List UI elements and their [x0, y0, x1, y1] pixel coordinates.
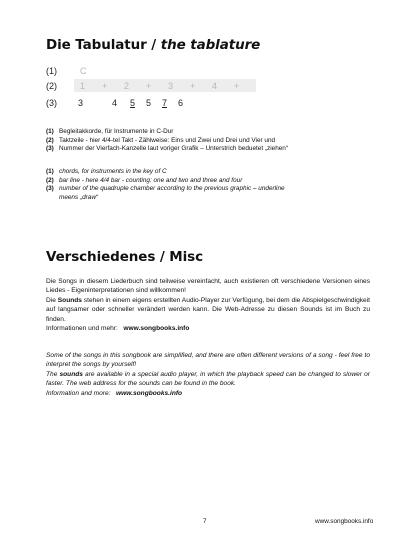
- list-text: chords, for instruments in the key of C: [59, 168, 167, 175]
- list-item: [46, 168, 304, 177]
- count-mark: +: [102, 81, 108, 91]
- note-number: 3: [78, 98, 84, 108]
- count-mark: 4: [212, 81, 218, 91]
- text-segment: The: [46, 370, 60, 378]
- note-number: 4: [112, 98, 118, 108]
- list-item: [46, 128, 376, 137]
- list-number: (3): [46, 145, 54, 153]
- list-item: [46, 185, 304, 202]
- bold-term: Sounds: [57, 296, 82, 304]
- paragraph-sounds: [46, 296, 370, 324]
- text-segment: are available in a special audio player, in which the playback speed can be changed to slower or faster. The web address for the sounds can be found in the book.: [46, 370, 370, 388]
- list-item: [46, 177, 304, 186]
- count-mark: +: [234, 81, 240, 91]
- paragraph-sounds: [46, 370, 370, 389]
- text-segment: Information and more:: [46, 389, 117, 397]
- list-text: Nummer der Vierfach-Kanzelle laut voriger Grafik – Unterstrich beduetet „ziehen“: [59, 145, 288, 153]
- count-mark: 3: [168, 81, 174, 91]
- list-item: [46, 137, 376, 146]
- website-link[interactable]: www.songbooks.info: [123, 325, 190, 333]
- title-italic: the tablature: [160, 37, 261, 53]
- count-mark: 1: [80, 81, 86, 91]
- list-item: [46, 145, 376, 154]
- footer-website[interactable]: www.songbooks.info: [315, 518, 374, 525]
- count-mark: +: [146, 81, 152, 91]
- text-segment: stehen in einem eigens erstellten Audio-Player zur Verfügung, bei dem die Abspielgeschwindigkeit auf langsamer oder schneller verändert werden kann. Die Web-Adresse zu diesen Sounds ist im Buch zu finden.: [46, 296, 370, 323]
- bold-term: sounds: [59, 370, 83, 378]
- note-number-draw: 7: [162, 98, 168, 108]
- list-number: (2): [46, 176, 54, 184]
- list-text: Begleitakkorde, für Instrumente in C-Dur: [59, 128, 174, 135]
- list-number: (3): [46, 185, 54, 193]
- list-text: Taktzeile - hier 4/4-tel Takt - Zählweise: Eins und Zwei und Drei und Vier und: [59, 136, 276, 144]
- section-title-tablature: [46, 37, 260, 53]
- paragraph-en: [46, 351, 370, 398]
- paragraph-info: [46, 324, 370, 333]
- title-main: Die Tabulatur /: [46, 37, 161, 53]
- list-number: (1): [46, 128, 54, 135]
- list-number: (1): [46, 168, 54, 175]
- paragraph-text: Die Songs in diesem Liederbuch sind teilweise vereinfacht, auch existieren oft verschiedene Versionen eines Liedes - Eigeninterpretationen sind willkommen!: [46, 278, 370, 295]
- explanation-list-en: [46, 168, 304, 202]
- text-segment: Die: [46, 296, 58, 304]
- note-number-draw: 5: [130, 98, 136, 108]
- paragraph-text: Some of the songs in this songbook are simplified, and there are often different versions of a song - feel free to interpret the songs by yourself!: [46, 352, 370, 369]
- count-mark: 2: [124, 81, 130, 91]
- note-number: 5: [146, 98, 152, 108]
- note-number: 6: [178, 98, 184, 108]
- list-text: bar line - here 4/4 bar - counting: one and two and three and four: [59, 176, 243, 184]
- row-label: (1): [46, 66, 57, 76]
- list-text: number of the quadruple chamber according to the previous graphic – underline meens „draw“: [59, 185, 285, 201]
- count-mark: +: [190, 81, 196, 91]
- explanation-list-de: [46, 128, 376, 154]
- list-number: (2): [46, 136, 54, 144]
- text-segment: Informationen und mehr:: [46, 325, 124, 333]
- row-label: (3): [46, 98, 57, 108]
- page-number: 7: [203, 518, 207, 525]
- section-title-misc: Verschiedenes / Misc: [46, 249, 204, 265]
- website-link[interactable]: www.songbooks.info: [116, 389, 183, 397]
- paragraph-info: [46, 389, 370, 398]
- row-label: (2): [46, 81, 57, 91]
- chord-label: C: [80, 66, 87, 76]
- paragraph-de: [46, 277, 370, 333]
